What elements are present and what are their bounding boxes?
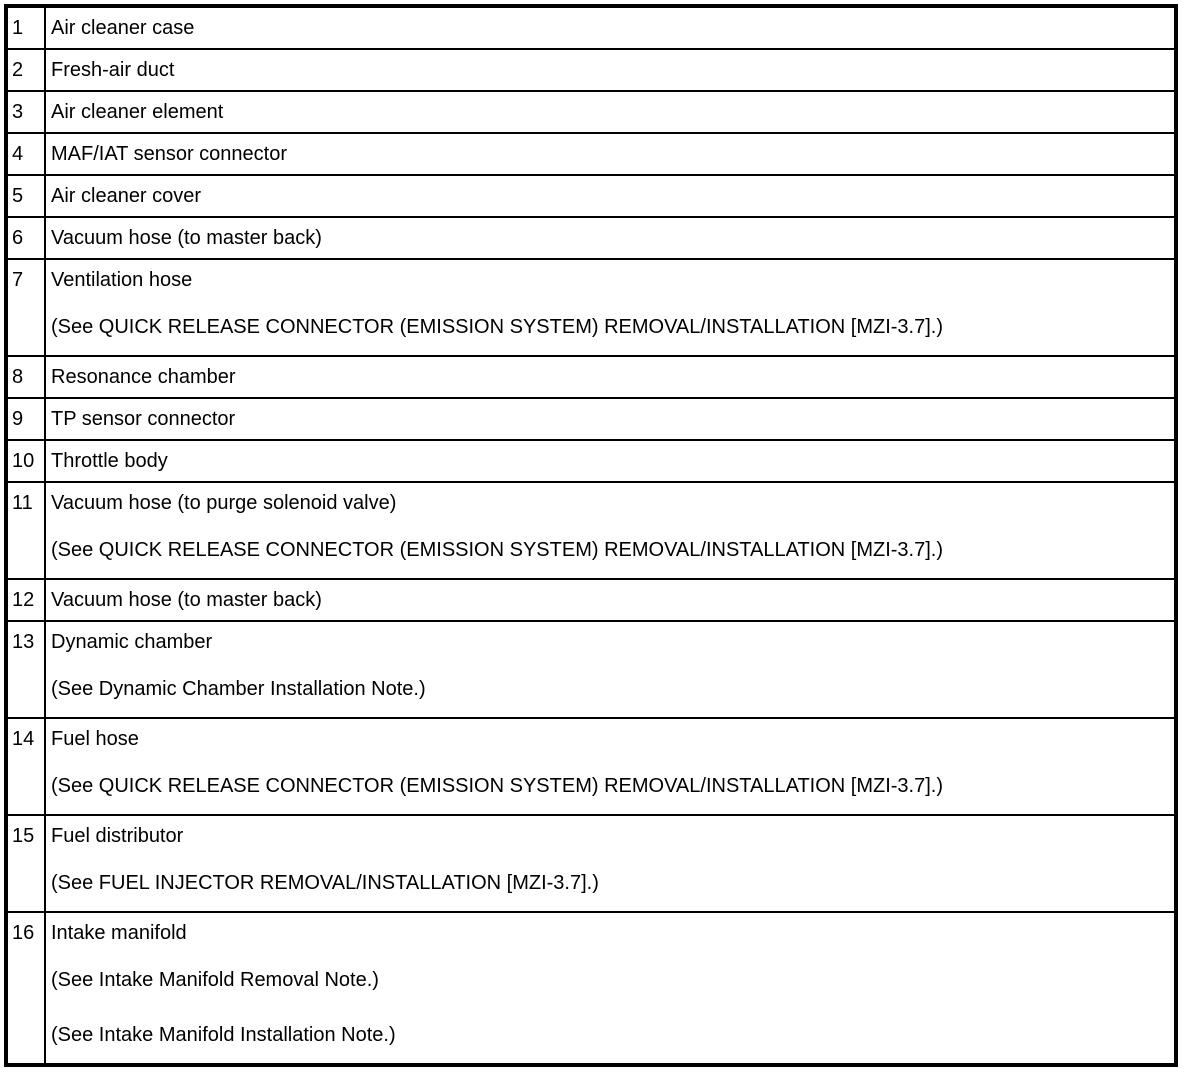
part-number <box>8 622 46 717</box>
part-number-text: 15 <box>12 825 35 847</box>
part-description <box>46 260 1174 355</box>
table-row <box>8 911 1174 1063</box>
part-description <box>46 176 1174 216</box>
reference-note: (See Dynamic Chamber Installation Note.) <box>51 678 426 700</box>
part-number <box>8 218 46 258</box>
part-number <box>8 913 46 1063</box>
part-name: Fresh-air duct <box>51 59 175 81</box>
part-number-text: 2 <box>12 59 24 81</box>
part-number-text: 6 <box>12 227 24 249</box>
part-number <box>8 8 46 48</box>
part-name: Fuel hose <box>51 728 139 750</box>
part-number <box>8 441 46 481</box>
table-row <box>8 216 1174 258</box>
part-description <box>46 50 1174 90</box>
part-name: Air cleaner case <box>51 17 195 39</box>
reference-note: (See QUICK RELEASE CONNECTOR (EMISSION SYSTEM) REMOVAL/INSTALLATION [MZI-3.7].) <box>51 316 944 338</box>
part-number-text: 9 <box>12 408 24 430</box>
part-name: TP sensor connector <box>51 408 236 430</box>
part-name: Dynamic chamber <box>51 631 213 653</box>
reference-note: (See Intake Manifold Installation Note.) <box>51 1024 396 1046</box>
part-number-text: 1 <box>12 17 24 39</box>
table-row <box>8 132 1174 174</box>
table-row <box>8 397 1174 439</box>
part-number <box>8 50 46 90</box>
part-number-text: 8 <box>12 366 24 388</box>
reference-note: (See QUICK RELEASE CONNECTOR (EMISSION SYSTEM) REMOVAL/INSTALLATION [MZI-3.7].) <box>51 775 944 797</box>
table-row <box>8 620 1174 717</box>
part-description <box>46 8 1174 48</box>
part-number <box>8 357 46 397</box>
part-name: Resonance chamber <box>51 366 236 388</box>
part-description <box>46 357 1174 397</box>
part-name: Vacuum hose (to master back) <box>51 589 322 611</box>
part-description <box>46 622 1174 717</box>
part-number-text: 13 <box>12 631 35 653</box>
part-number <box>8 816 46 911</box>
reference-note: (See QUICK RELEASE CONNECTOR (EMISSION SYSTEM) REMOVAL/INSTALLATION [MZI-3.7].) <box>51 539 944 561</box>
table-row <box>8 439 1174 481</box>
part-number <box>8 260 46 355</box>
part-number-text: 14 <box>12 728 35 750</box>
reference-note: (See FUEL INJECTOR REMOVAL/INSTALLATION [MZI-3.7].) <box>51 872 599 894</box>
part-name: Throttle body <box>51 450 168 472</box>
table-row <box>8 481 1174 578</box>
part-number-text: 10 <box>12 450 35 472</box>
part-description <box>46 719 1174 814</box>
part-description <box>46 816 1174 911</box>
table-row <box>8 578 1174 620</box>
table-row <box>8 717 1174 814</box>
part-description <box>46 913 1174 1063</box>
part-number <box>8 483 46 578</box>
part-number-text: 11 <box>12 492 33 514</box>
part-number <box>8 719 46 814</box>
part-name: Fuel distributor <box>51 825 184 847</box>
part-description <box>46 92 1174 132</box>
part-name: Vacuum hose (to purge solenoid valve) <box>51 492 397 514</box>
table-row <box>8 258 1174 355</box>
part-number-text: 3 <box>12 101 24 123</box>
table-row <box>8 174 1174 216</box>
part-name: Intake manifold <box>51 922 187 944</box>
part-number <box>8 580 46 620</box>
part-name: Ventilation hose <box>51 269 193 291</box>
part-number <box>8 92 46 132</box>
table-row <box>8 355 1174 397</box>
part-description <box>46 441 1174 481</box>
reference-note: (See Intake Manifold Removal Note.) <box>51 969 379 991</box>
part-description <box>46 483 1174 578</box>
part-number <box>8 399 46 439</box>
part-name: Air cleaner element <box>51 101 224 123</box>
part-number-text: 7 <box>12 269 24 291</box>
table-row <box>8 90 1174 132</box>
table-row <box>8 814 1174 911</box>
part-number-text: 16 <box>12 922 35 944</box>
part-description <box>46 134 1174 174</box>
part-name: Vacuum hose (to master back) <box>51 227 322 249</box>
table-row <box>8 8 1174 48</box>
part-number-text: 4 <box>12 143 24 165</box>
part-number-text: 5 <box>12 185 24 207</box>
part-description <box>46 218 1174 258</box>
parts-table <box>4 4 1178 1067</box>
table-row <box>8 48 1174 90</box>
part-number <box>8 176 46 216</box>
part-number-text: 12 <box>12 589 35 611</box>
part-description <box>46 580 1174 620</box>
part-number <box>8 134 46 174</box>
part-description <box>46 399 1174 439</box>
part-name: MAF/IAT sensor connector <box>51 143 288 165</box>
part-name: Air cleaner cover <box>51 185 202 207</box>
